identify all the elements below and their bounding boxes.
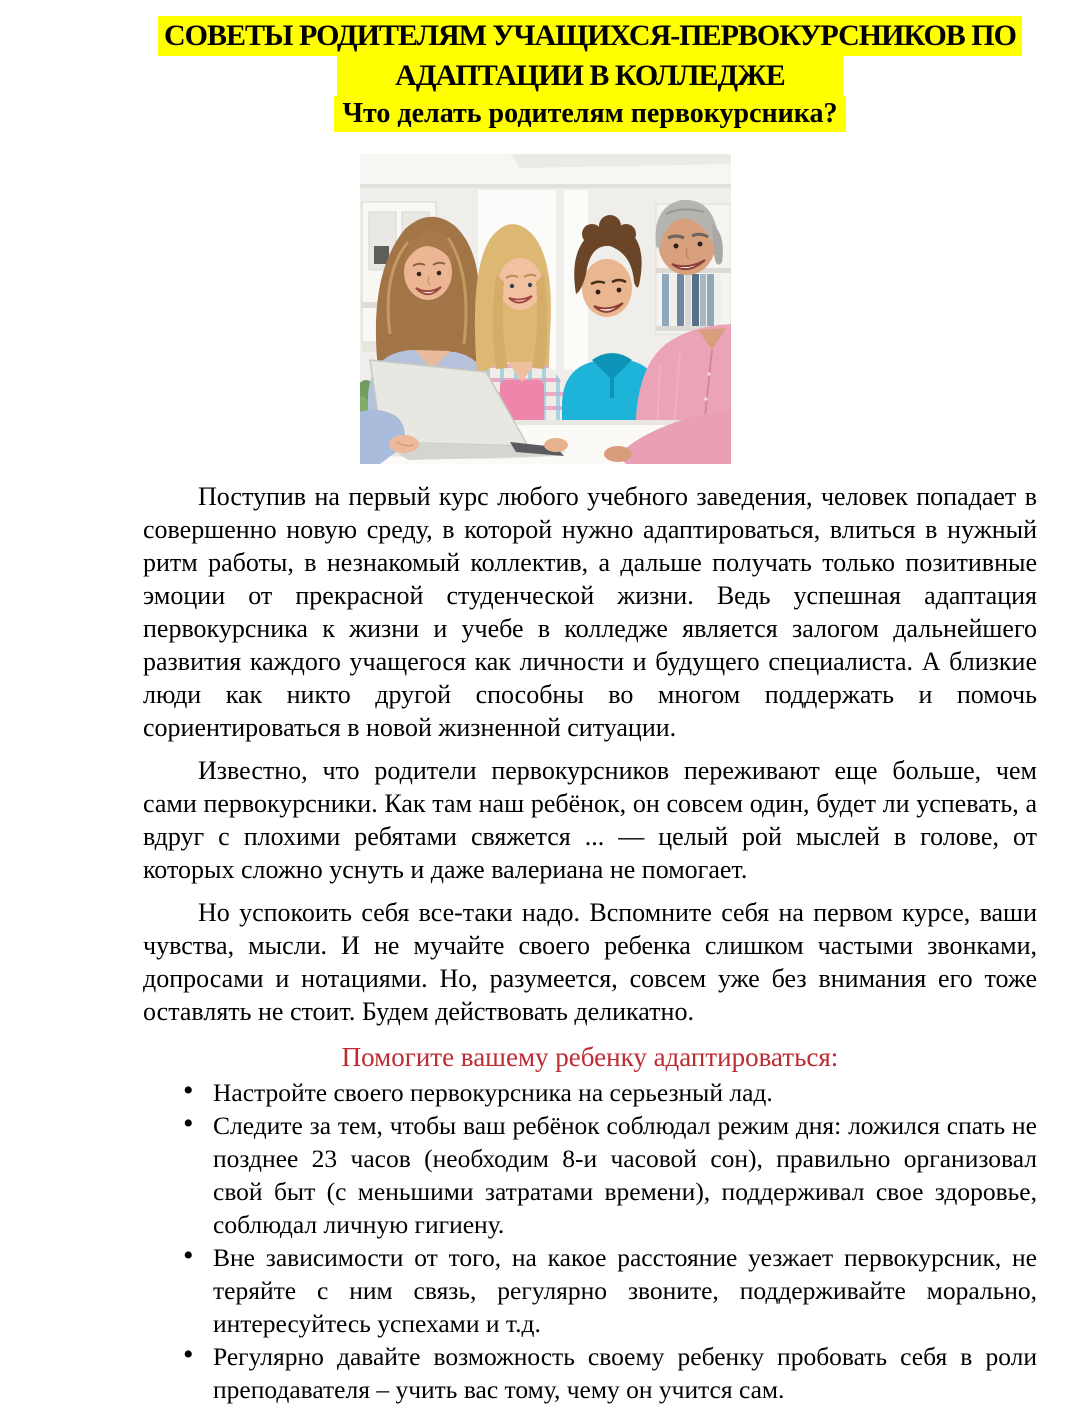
document-title: [143, 16, 1037, 132]
advice-list: [143, 1076, 1037, 1406]
list-item: [143, 1340, 1037, 1406]
bullet-text: Вне зависимости от того, на какое расстояние уезжает первокурсник, не теряйте с ним связь, регулярно звоните, поддерживайте морально, интересуйтесь успехами и т.д.: [213, 1243, 1037, 1338]
bullet-icon: •: [183, 1338, 194, 1371]
list-item: [143, 1076, 1037, 1109]
document-content: [143, 0, 1037, 1406]
document-subtitle: Что делать родителям первокурсника?: [334, 96, 845, 132]
family-photo: [360, 154, 731, 464]
paragraph-3: Но успокоить себя все-таки надо. Вспомните себя на первом курсе, ваши чувства, мысли. И не мучайте своего ребенка слишком частыми звонками, допросами и нотациями. Но, разумеется, совсем уже без внимания его тоже оставлять не стоит. Будем действовать деликатно.: [143, 898, 1037, 1026]
bullet-icon: •: [183, 1107, 194, 1140]
list-item: [143, 1109, 1037, 1241]
bullet-text: Следите за тем, чтобы ваш ребёнок соблюдал режим дня: ложился спать не позднее 23 часов (необходим 8-и часовой сон), правильно организовал свой быт (с меньшими затратами времени), поддерживал свое здоровье, соблюдал личную гигиену.: [213, 1111, 1037, 1239]
title-line-2: АДАПТАЦИИ В КОЛЛЕДЖЕ: [337, 56, 843, 96]
list-item: [143, 1241, 1037, 1340]
advice-heading: Помогите вашему ребенку адаптироваться:: [341, 1042, 839, 1072]
paragraph-2: Известно, что родители первокурсников переживают еще больше, чем сами первокурсники. Как там наш ребёнок, он совсем один, будет ли успевать, а вдруг с плохими ребятами свяжется ... — целый рой мыслей в голове, от которых сложно уснуть и даже валериана не помогает.: [143, 756, 1037, 884]
paragraph-1: Поступив на первый курс любого учебного заведения, человек попадает в совершенно новую среду, в которой нужно адаптироваться, влиться в нужный ритм работы, в незнакомый коллектив, а дальше получать только позитивные эмоции от прекрасной студенческой жизни. Ведь успешная адаптация первокурсника к жизни и учебе в колледже является залогом дальнейшего развития каждого учащегося как личности и будущего специалиста. А близкие люди как никто другой способны во многом поддержать и помочь сориентироваться в новой жизненной ситуации.: [143, 482, 1037, 742]
bullet-text: Регулярно давайте возможность своему ребенку пробовать себя в роли преподавателя – учить вас тому, чему он учится сам.: [213, 1342, 1037, 1404]
bullet-text: Настройте своего первокурсника на серьезный лад.: [213, 1078, 773, 1107]
title-line-1: СОВЕТЫ РОДИТЕЛЯМ УЧАЩИХСЯ-ПЕРВОКУРСНИКОВ ПО: [158, 16, 1022, 56]
son-hand: [544, 438, 568, 452]
family-photo-illustration: [360, 154, 731, 464]
bullet-icon: •: [183, 1239, 194, 1272]
bullet-icon: •: [183, 1074, 194, 1107]
